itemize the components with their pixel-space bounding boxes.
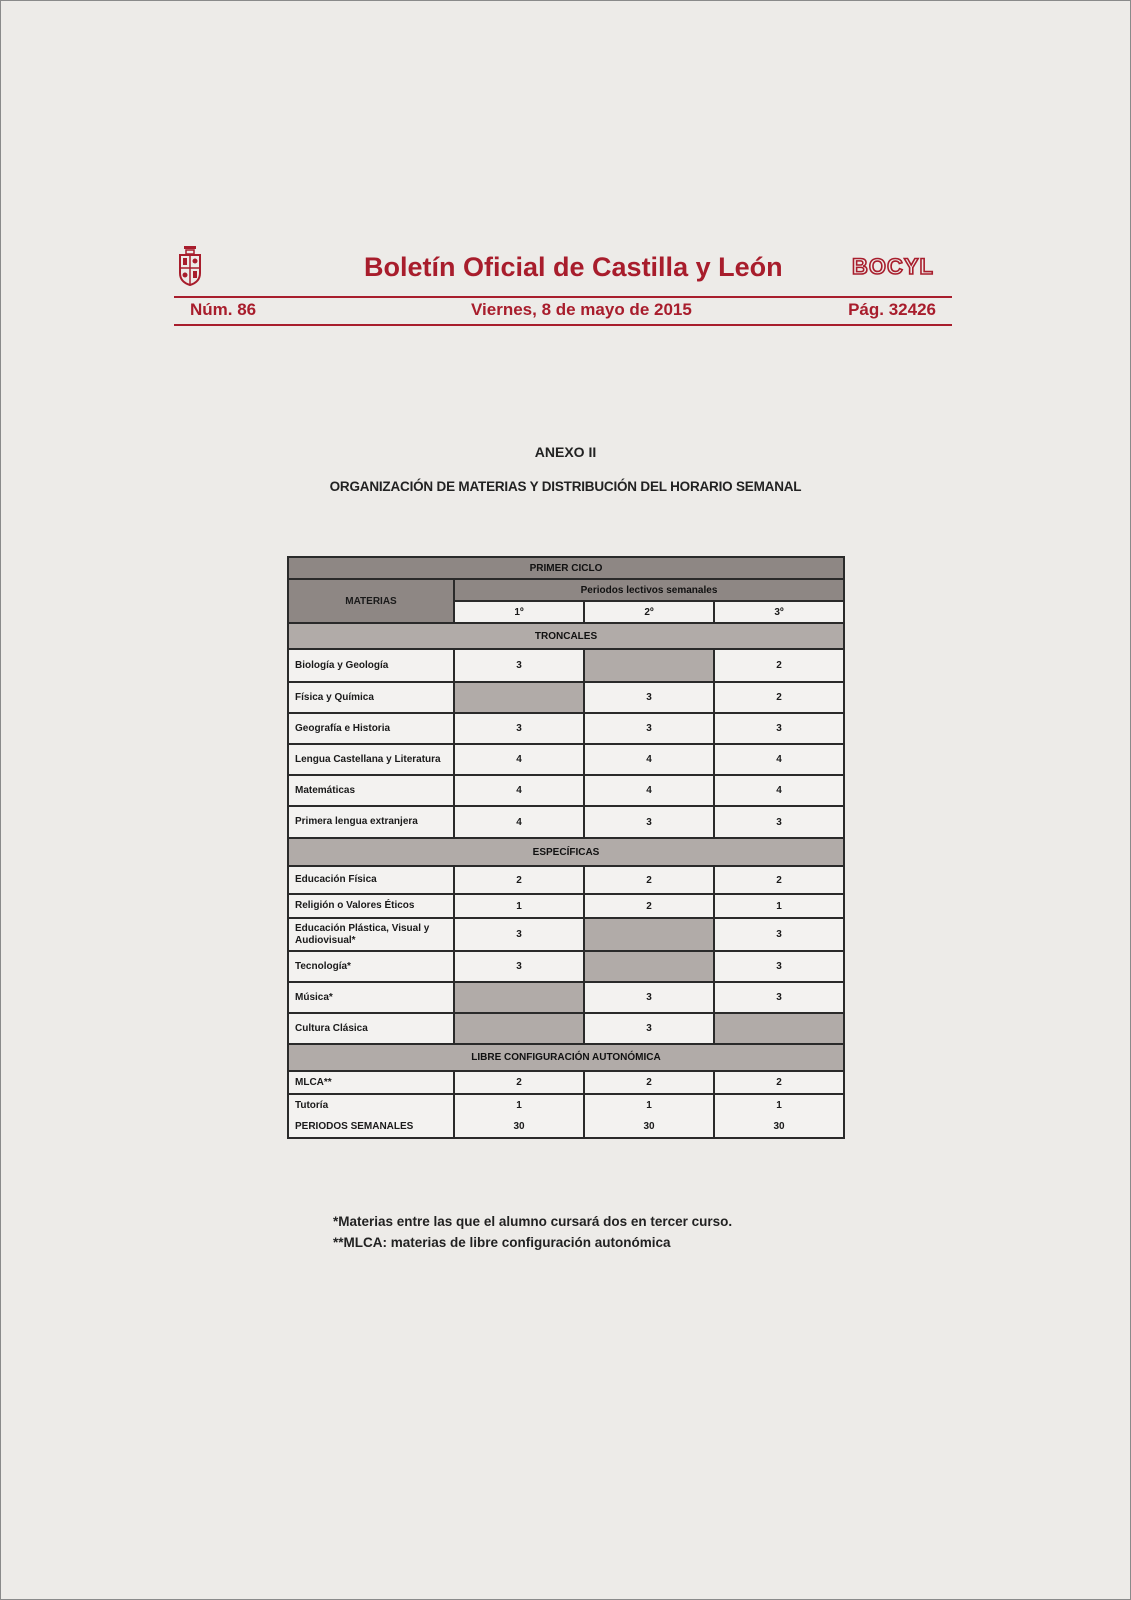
hours-cell: 1: [714, 894, 844, 918]
subject-cell: Biología y Geología: [288, 649, 454, 682]
table-row: [288, 775, 844, 806]
header-rule-bottom: [174, 324, 952, 326]
subject-cell: Matemáticas: [288, 775, 454, 806]
issue-date: Viernes, 8 de mayo de 2015: [471, 300, 692, 319]
hours-cell: 2: [714, 682, 844, 713]
table-row: [288, 918, 844, 951]
totals-label: PERIODOS SEMANALES: [288, 1116, 454, 1138]
annex-subtitle: ORGANIZACIÓN DE MATERIAS Y DISTRIBUCIÓN DEL HORARIO SEMANAL: [329, 479, 802, 494]
footnote: **MLCA: materias de libre configuración autonómica: [333, 1235, 671, 1250]
hours-cell: 4: [454, 744, 584, 775]
hours-cell: 3: [584, 982, 714, 1013]
total-cell: 30: [584, 1116, 714, 1138]
empty-cell: [454, 682, 584, 713]
section-libre: LIBRE CONFIGURACIÓN AUTONÓMICA: [288, 1044, 844, 1071]
hours-cell: 3: [454, 918, 584, 951]
issue-number: Núm. 86: [190, 300, 257, 319]
hours-cell: 3: [584, 713, 714, 744]
hours-cell: 2: [584, 894, 714, 918]
table-row: [288, 1071, 844, 1094]
table-row: [288, 982, 844, 1013]
hours-cell: 4: [454, 775, 584, 806]
bocyl-logo: BOCYL: [852, 254, 934, 279]
hours-cell: 2: [454, 1071, 584, 1094]
hours-cell: 3: [454, 713, 584, 744]
subject-cell: Física y Química: [288, 682, 454, 713]
hours-cell: 4: [584, 744, 714, 775]
table-row: [288, 1013, 844, 1044]
periods-row: [288, 579, 844, 601]
table-row: [288, 682, 844, 713]
total-cell: 30: [714, 1116, 844, 1138]
table-row: [288, 806, 844, 838]
cycle-header: PRIMER CICLO: [288, 557, 844, 579]
table-row: [288, 649, 844, 682]
hours-cell: 1: [454, 1094, 584, 1116]
subject-cell: Educación Plástica, Visual y Audiovisual*: [288, 918, 454, 951]
subject-cell: Lengua Castellana y Literatura: [288, 744, 454, 775]
totals-row: [288, 1116, 844, 1138]
hours-cell: 4: [454, 806, 584, 838]
hours-cell: 3: [584, 806, 714, 838]
table-row: [288, 951, 844, 982]
footnote: *Materias entre las que el alumno cursará dos en tercer curso.: [333, 1214, 733, 1229]
periods-header: Periodos lectivos semanales: [454, 579, 844, 601]
section-troncales: TRONCALES: [288, 623, 844, 649]
hours-cell: 3: [584, 682, 714, 713]
footnotes: [333, 1211, 732, 1253]
empty-cell: [584, 649, 714, 682]
subject-cell: Cultura Clásica: [288, 1013, 454, 1044]
hours-cell: 2: [714, 866, 844, 894]
annex-title: ANEXO II: [534, 444, 597, 460]
bulletin-title: Boletín Oficial de Castilla y León: [364, 252, 783, 282]
cycle-row: [288, 557, 844, 579]
subject-cell: Geografía e Historia: [288, 713, 454, 744]
empty-cell: [454, 982, 584, 1013]
empty-cell: [714, 1013, 844, 1044]
hours-cell: 3: [714, 982, 844, 1013]
total-cell: 30: [454, 1116, 584, 1138]
subject-cell: Música*: [288, 982, 454, 1013]
section-row: [288, 1044, 844, 1071]
course-header: 3º: [714, 601, 844, 623]
materias-header: MATERIAS: [288, 579, 454, 623]
section-row: [288, 838, 844, 866]
table-row: [288, 866, 844, 894]
header-rule-top: [174, 296, 952, 298]
header-meta: [174, 300, 952, 322]
hours-cell: 3: [584, 1013, 714, 1044]
hours-cell: 3: [454, 951, 584, 982]
hours-cell: 3: [714, 806, 844, 838]
table-row: [288, 744, 844, 775]
course-header: 1º: [454, 601, 584, 623]
hours-cell: 2: [454, 866, 584, 894]
subject-cell: MLCA**: [288, 1071, 454, 1094]
hours-cell: 3: [714, 713, 844, 744]
empty-cell: [584, 951, 714, 982]
hours-cell: 2: [584, 866, 714, 894]
hours-cell: 3: [714, 951, 844, 982]
table-row: [288, 713, 844, 744]
hours-cell: 3: [714, 918, 844, 951]
subject-cell: Religión o Valores Éticos: [288, 894, 454, 918]
course-header: 2º: [584, 601, 714, 623]
section-row: [288, 623, 844, 649]
hours-cell: 2: [714, 1071, 844, 1094]
empty-cell: [584, 918, 714, 951]
hours-cell: 4: [714, 775, 844, 806]
hours-cell: 2: [714, 649, 844, 682]
section-especificas: ESPECÍFICAS: [288, 838, 844, 866]
subject-cell: Primera lengua extranjera: [288, 806, 454, 838]
hours-cell: 2: [584, 1071, 714, 1094]
hours-cell: 1: [454, 894, 584, 918]
hours-cell: 3: [454, 649, 584, 682]
hours-cell: 4: [714, 744, 844, 775]
table-row: [288, 1094, 844, 1116]
page-number: Pág. 32426: [848, 300, 936, 319]
coat-of-arms-icon: [178, 244, 202, 288]
table-row: [288, 894, 844, 918]
hours-cell: 1: [714, 1094, 844, 1116]
subject-cell: Tutoría: [288, 1094, 454, 1116]
subject-cell: Educación Física: [288, 866, 454, 894]
schedule-table: [287, 556, 845, 1139]
hours-cell: 4: [584, 775, 714, 806]
subject-cell: Tecnología*: [288, 951, 454, 982]
empty-cell: [454, 1013, 584, 1044]
hours-cell: 1: [584, 1094, 714, 1116]
